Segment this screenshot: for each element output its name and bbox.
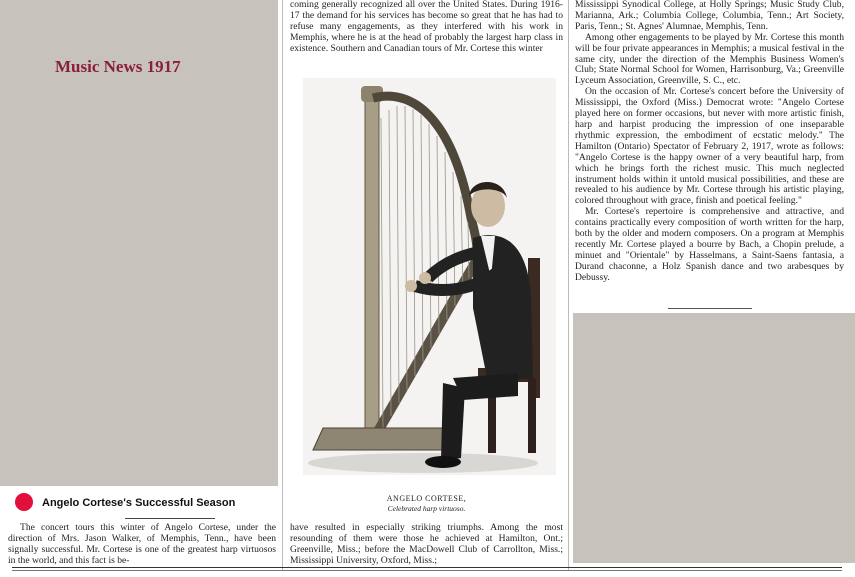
paragraph: coming generally recognized all over the United States. During 1916-17 the demand for his services has become so great that he has had to refuse many engagements, as they interfered with his work in Memphis, where he is at the head of probably the largest harp class in existence. Southern and Canadian tours of Mr. Cortese this winter	[290, 0, 563, 54]
paragraph: On the occasion of Mr. Cortese's concert before the University of Mississippi, the Oxford (Miss.) Democrat wrote: "Angelo Cortese played here on former occasions, but never with more artistic finish, harp and harpist producing the impression of one inseparable rhythmic expression, the embodiment of ecstatic melody." The Hamilton (Ontario) Spectator of February 2, 1917, wrote as follows: "Angelo Cortese is the happy owner of a very beautiful harp, from which he brings forth the richest music. This much neglected instrument holds within it untold musical possibilities, and these are revealed to his audience by Mr. Cortese through his artistic playing, colored throughout with grace, finish and poetical feeling."	[575, 86, 844, 207]
article-headline: Angelo Cortese's Successful Season	[42, 497, 236, 509]
paragraph: The concert tours this winter of Angelo Cortese, under the direction of Mrs. Jason Walker, of Memphis, Tenn., have been signally successful. Mr. Cortese is one of the greatest harp virtuosos in the world, and this fact is be-	[8, 522, 276, 566]
paragraph: Mississippi Synodical College, at Holly Springs; Music Study Club, Marianna, Ark.; Columbia College, Columbia, Tenn.; Art Society, Paris, Tenn.; St. Agnes' Alumnae, Memphis, Tenn.	[575, 0, 844, 32]
right-gray-panel	[573, 313, 855, 563]
paragraph: Mr. Cortese's repertoire is comprehensive and attractive, and contains practically every composition of worth written for the harp, both by the older and modern composers. On a program at Memphis recently Mr. Cortese played a bourre by Bach, a Chopin prelude, a minuet and "Orientale" by Hasselmans, a Saint-Saens fantasia, a Durand chaconne, a Holz Spanish dance and two arabesques by Debussy.	[575, 206, 844, 283]
photo-caption-name: ANGELO CORTESE,	[386, 494, 467, 503]
column-divider-right	[568, 0, 569, 570]
article-column-right	[575, 0, 844, 284]
site-label: Music News 1917	[55, 57, 181, 76]
section-rule	[668, 308, 752, 309]
article-column-bottom-left	[8, 523, 276, 567]
article-column-middle-top	[290, 0, 563, 55]
paragraph: have resulted in especially striking triumphs. Among the most resounding of them were those he achieved at Hamilton, Ont.; Greenville, Miss.; before the MacDowell Club of Carrollton, Miss.; Mississippi University, Oxford, Miss.;	[290, 522, 563, 566]
paragraph: Among other engagements to be played by Mr. Cortese this month will be four private appearances in Memphis; a musical festival in the same city, under the direction of the Memphis Business Women's Club; State Normal School for Women, Harrisonburg, Va.; Greenville Lyceum Association, Greenville, S. C., etc.	[575, 31, 844, 87]
bottom-rule	[12, 567, 842, 568]
bottom-rule-secondary	[12, 570, 842, 571]
column-divider-left	[282, 0, 283, 570]
photo-caption-subtitle: Celebrated harp virtuoso.	[387, 504, 466, 513]
harpist-illustration	[303, 78, 556, 475]
article-column-bottom-middle	[290, 523, 563, 567]
red-dot-icon	[15, 493, 33, 511]
headline-rule	[125, 518, 215, 519]
harpist-photo	[303, 78, 556, 475]
